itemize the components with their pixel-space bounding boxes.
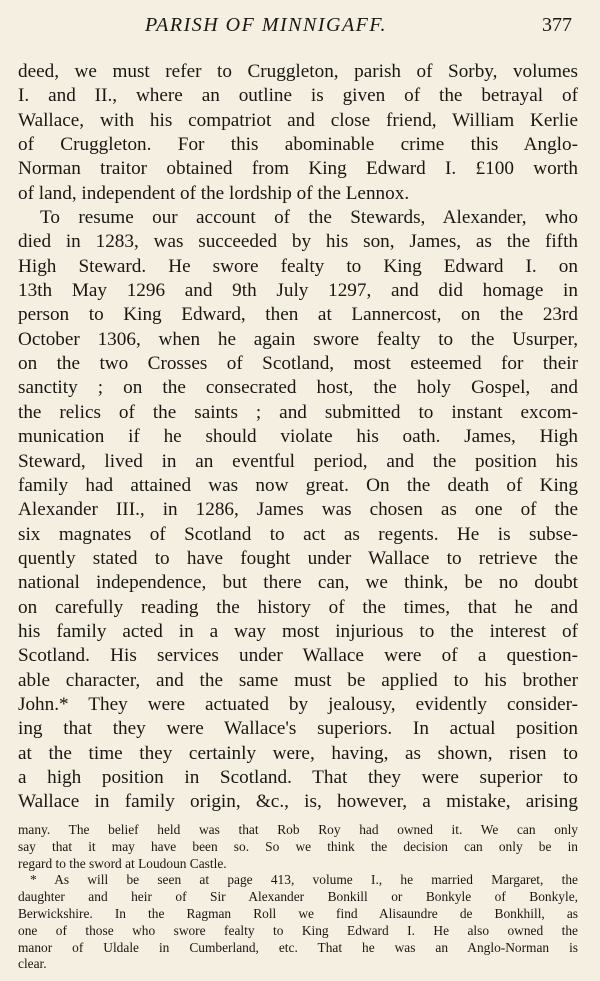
body-line: ing that they were Wallace's superiors. In actual position bbox=[18, 718, 578, 740]
footnote-line: Berwickshire. In the Ragman Roll we find Alisaundre de Bonkhill, as bbox=[18, 905, 578, 921]
body-line: October 1306, when he again swore fealty to the Usurper, bbox=[18, 328, 578, 350]
page-number: 377 bbox=[542, 14, 572, 36]
body-line: Norman traitor obtained from King Edward I. £100 worth bbox=[18, 158, 578, 180]
body-line: on the two Crosses of Scotland, most esteemed for their bbox=[18, 353, 578, 375]
body-line: of Cruggleton. For this abominable crime this Anglo- bbox=[18, 134, 578, 156]
body-line: John.* They were actuated by jealousy, evidently consider- bbox=[18, 693, 578, 715]
body-line: High Steward. He swore fealty to King Edward I. on bbox=[18, 255, 578, 277]
body-line: Wallace in family origin, &c., is, however, a mistake, arising bbox=[18, 791, 578, 813]
body-line: the relics of the saints ; and submitted to instant excom- bbox=[18, 401, 578, 423]
body-line: Alexander III., in 1286, James was chosen as one of the bbox=[18, 499, 578, 521]
footnote-line: one of those who swore fealty to King Edward I. He also owned the bbox=[18, 922, 578, 938]
footnotes bbox=[18, 822, 578, 973]
body-line: of land, independent of the lordship of the Lennox. bbox=[18, 182, 410, 204]
body-line: a high position in Scotland. That they were superior to bbox=[18, 766, 578, 788]
running-head bbox=[0, 14, 600, 44]
body-line: I. and II., where an outline is given of the betrayal of bbox=[18, 85, 578, 107]
body-line: on carefully reading the history of the times, that he and bbox=[18, 596, 578, 618]
footnote-line: manor of Uldale in Cumberland, etc. That he was an Anglo-Norman is bbox=[18, 939, 578, 955]
footnote-line: clear. bbox=[18, 956, 47, 972]
body-line: 13th May 1296 and 9th July 1297, and did homage in bbox=[18, 280, 578, 302]
body-line: six magnates of Scotland to act as regents. He is subse- bbox=[18, 523, 578, 545]
body-line: at the time they certainly were, having, as shown, risen to bbox=[18, 742, 578, 764]
body-line: quently stated to have fought under Wallace to retrieve the bbox=[18, 547, 578, 569]
footnote-line: say that it may have been so. So we think the decision can only be in bbox=[18, 838, 578, 854]
footnote-line: * As will be seen at page 413, volume I., he married Margaret, the bbox=[30, 872, 578, 888]
body-line: family had attained was now great. On the death of King bbox=[18, 474, 578, 496]
body-line: died in 1283, was succeeded by his son, James, as the fifth bbox=[18, 231, 578, 253]
body-line: his family acted in a way most injurious to the interest of bbox=[18, 620, 578, 642]
body-line: To resume our account of the Stewards, Alexander, who bbox=[40, 207, 578, 229]
body-line: Steward, lived in an eventful period, and the position his bbox=[18, 450, 578, 472]
body-line: national independence, but there can, we think, be no doubt bbox=[18, 572, 578, 594]
footnote-line: regard to the sword at Loudoun Castle. bbox=[18, 855, 227, 871]
body-line: Wallace, with his compatriot and close friend, William Kerlie bbox=[18, 109, 578, 131]
body-text bbox=[18, 60, 578, 815]
footnote-line: daughter and heir of Sir Alexander Bonkill or Bonkyle of Bonkyle, bbox=[18, 889, 578, 905]
body-line: able character, and the same must be applied to his brother bbox=[18, 669, 578, 691]
body-line: person to King Edward, then at Lannercost, on the 23rd bbox=[18, 304, 578, 326]
body-line: Scotland. His services under Wallace were of a question- bbox=[18, 645, 578, 667]
body-line: deed, we must refer to Cruggleton, parish of Sorby, volumes bbox=[18, 61, 578, 82]
running-title: PARISH OF MINNIGAFF. bbox=[145, 14, 388, 36]
body-line: munication if he should violate his oath. James, High bbox=[18, 426, 578, 448]
body-line: sanctity ; on the consecrated host, the holy Gospel, and bbox=[18, 377, 578, 399]
footnote-line: many. The belief held was that Rob Roy had owned it. We can only bbox=[18, 822, 578, 837]
